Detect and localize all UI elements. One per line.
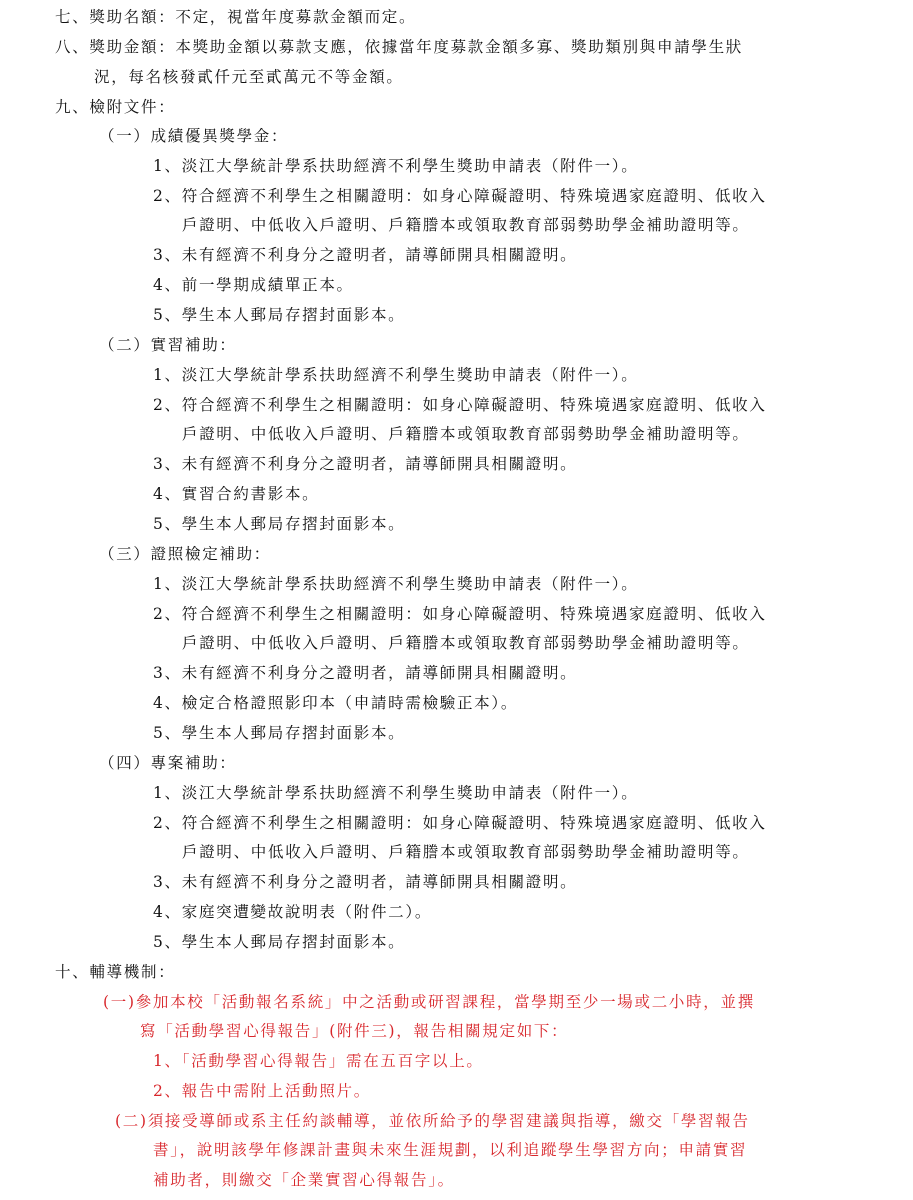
list-item: 4、實習合約書影本。 [153, 485, 320, 503]
list-item: 4、家庭突遭變故說明表（附件二）。 [153, 903, 433, 921]
subsection-heading-project: （四）專案補助： [99, 754, 237, 772]
section-nine-heading: 九、檢附文件： [55, 98, 176, 116]
list-item: 2、符合經濟不利學生之相關證明：如身心障礙證明、特殊境遇家庭證明、低收入 [153, 605, 767, 623]
list-item: 4、檢定合格證照影印本（申請時需檢驗正本）。 [153, 694, 519, 712]
list-item: 2、符合經濟不利學生之相關證明：如身心障礙證明、特殊境遇家庭證明、低收入 [153, 396, 767, 414]
guidance-item-two-cont: 書」，說明該學年修課計畫與未來生涯規劃，以利追蹤學生學習方向；申請實習 [153, 1141, 748, 1159]
guidance-item-one: (一)參加本校「活動報名系統」中之活動或研習課程，當學期至少一場或二小時，並撰 [103, 993, 755, 1011]
subsection-heading-merit: （一）成績優異獎學金： [99, 127, 289, 145]
list-item-cont: 戶證明、中低收入戶證明、戶籍謄本或領取教育部弱勢助學金補助證明等。 [182, 634, 750, 652]
guidance-item-one-cont: 寫「活動學習心得報告」(附件三)，報告相關規定如下： [140, 1022, 569, 1040]
subsection-heading-internship: （二）實習補助： [99, 336, 237, 354]
list-item: 3、未有經濟不利身分之證明者，請導師開具相關證明。 [153, 246, 578, 264]
list-item: 3、未有經濟不利身分之證明者，請導師開具相關證明。 [153, 664, 578, 682]
list-item: 2、符合經濟不利學生之相關證明：如身心障礙證明、特殊境遇家庭證明、低收入 [153, 187, 767, 205]
list-item: 1、淡江大學統計學系扶助經濟不利學生獎助申請表（附件一）。 [153, 784, 639, 802]
list-item: 3、未有經濟不利身分之證明者，請導師開具相關證明。 [153, 455, 578, 473]
list-item: 5、學生本人郵局存摺封面影本。 [153, 933, 406, 951]
list-item: 5、學生本人郵局存摺封面影本。 [153, 515, 406, 533]
list-item: 1、淡江大學統計學系扶助經濟不利學生獎助申請表（附件一）。 [153, 366, 639, 384]
guidance-sub-item: 1、「活動學習心得報告」需在五百字以上。 [153, 1052, 484, 1070]
list-item: 3、未有經濟不利身分之證明者，請導師開具相關證明。 [153, 873, 578, 891]
list-item-cont: 戶證明、中低收入戶證明、戶籍謄本或領取教育部弱勢助學金補助證明等。 [182, 216, 750, 234]
guidance-sub-item: 2、報告中需附上活動照片。 [153, 1082, 371, 1100]
guidance-item-two-cont: 補助者，則繳交「企業實習心得報告」。 [153, 1171, 455, 1189]
list-item-cont: 戶證明、中低收入戶證明、戶籍謄本或領取教育部弱勢助學金補助證明等。 [182, 425, 750, 443]
list-item: 5、學生本人郵局存摺封面影本。 [153, 306, 406, 324]
section-seven-quota: 七、獎助名額：不定，視當年度募款金額而定。 [55, 8, 417, 26]
list-item: 2、符合經濟不利學生之相關證明：如身心障礙證明、特殊境遇家庭證明、低收入 [153, 814, 767, 832]
list-item: 1、淡江大學統計學系扶助經濟不利學生獎助申請表（附件一）。 [153, 157, 639, 175]
section-ten-heading: 十、輔導機制： [55, 963, 176, 981]
list-item: 5、學生本人郵局存摺封面影本。 [153, 724, 406, 742]
section-eight-amount: 八、獎助金額：本獎助金額以募款支應，依據當年度募款金額多寡、獎助類別與申請學生狀 [55, 38, 744, 56]
section-eight-amount-cont: 況，每名核發貳仟元至貳萬元不等金額。 [94, 68, 404, 86]
guidance-item-two: (二)須接受導師或系主任約談輔導，並依所給予的學習建議與指導，繳交「學習報告 [115, 1112, 750, 1130]
list-item: 1、淡江大學統計學系扶助經濟不利學生獎助申請表（附件一）。 [153, 575, 639, 593]
list-item-cont: 戶證明、中低收入戶證明、戶籍謄本或領取教育部弱勢助學金補助證明等。 [182, 843, 750, 861]
subsection-heading-certification: （三）證照檢定補助： [99, 545, 272, 563]
list-item: 4、前一學期成績單正本。 [153, 276, 354, 294]
